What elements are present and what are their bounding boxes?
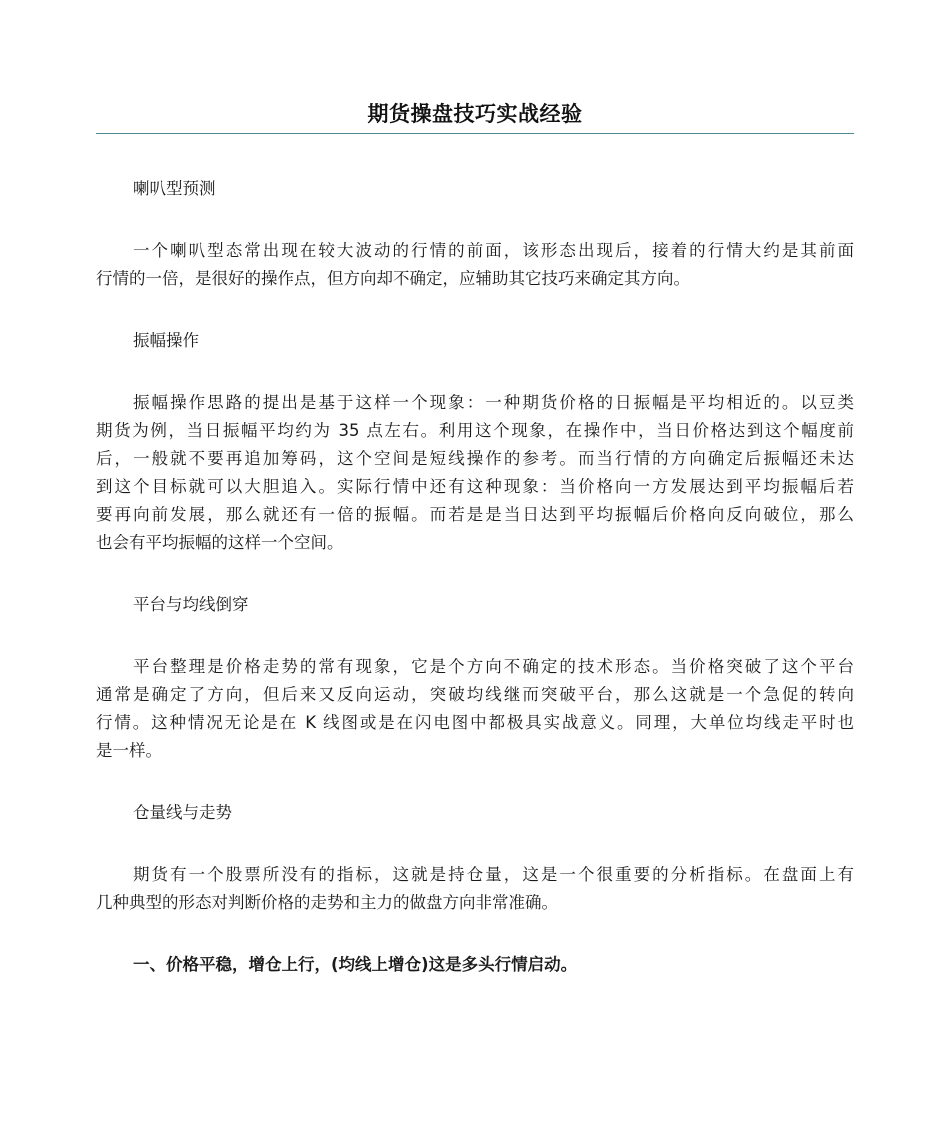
paragraph-line: 通常是确定了方向，但后来又反向运动，突破均线继而突破平台，那么这就是一个急促的转向 [96, 685, 854, 704]
paragraph-line: 后，一般就不要再追加筹码，这个空间是短线操作的参考。而当行情的方向确定后振幅还未达 [96, 449, 854, 468]
paragraph [96, 861, 854, 917]
paragraph-line: 几种典型的形态对判断价格的走势和主力的做盘方向非常准确。 [96, 893, 558, 912]
section-heading: 仓量线与走势 [133, 803, 232, 822]
paragraph-line: 要再向前发展，那么就还有一倍的振幅。而若是是当日达到平均振幅后价格向反向破位，那么 [96, 505, 854, 524]
paragraph-line: 期货有一个股票所没有的指标，这就是持仓量，这是一个很重要的分析指标。在盘面上有 [133, 865, 854, 884]
paragraph [96, 237, 854, 293]
paragraph-line: 行情。这种情况无论是在 K 线图或是在闪电图中都极具实战意义。同理，大单位均线走平时也 [96, 713, 854, 732]
paragraph-line: 一个喇叭型态常出现在较大波动的行情的前面，该形态出现后，接着的行情大约是其前面 [133, 241, 854, 260]
paragraph-line: 平台整理是价格走势的常有现象，它是个方向不确定的技术形态。当价格突破了这个平台 [133, 657, 854, 676]
paragraph-line: 振幅操作思路的提出是基于这样一个现象：一种期货价格的日振幅是平均相近的。以豆类 [133, 393, 854, 412]
paragraph-line: 也会有平均振幅的这样一个空间。 [96, 533, 344, 552]
paragraph [96, 389, 854, 557]
section-heading: 平台与均线倒穿 [133, 595, 249, 614]
section-heading: 喇叭型预测 [133, 179, 216, 198]
bold-list-item: 一、价格平稳，增仓上行，(均线上增仓)这是多头行情启动。 [133, 955, 578, 974]
section-heading: 振幅操作 [133, 331, 199, 350]
paragraph [96, 653, 854, 765]
page-title: 期货操盘技巧实战经验 [367, 102, 583, 126]
document-page [96, 0, 854, 979]
paragraph-line: 是一样。 [96, 741, 162, 760]
paragraph-line: 行情的一倍，是很好的操作点，但方向却不确定，应辅助其它技巧来确定其方向。 [96, 269, 690, 288]
paragraph-line: 期货为例，当日振幅平均约为 35 点左右。利用这个现象，在操作中，当日价格达到这个幅度前 [96, 421, 854, 440]
paragraph-line: 到这个目标就可以大胆追入。实际行情中还有这种现象：当价格向一方发展达到平均振幅后若 [96, 477, 854, 496]
